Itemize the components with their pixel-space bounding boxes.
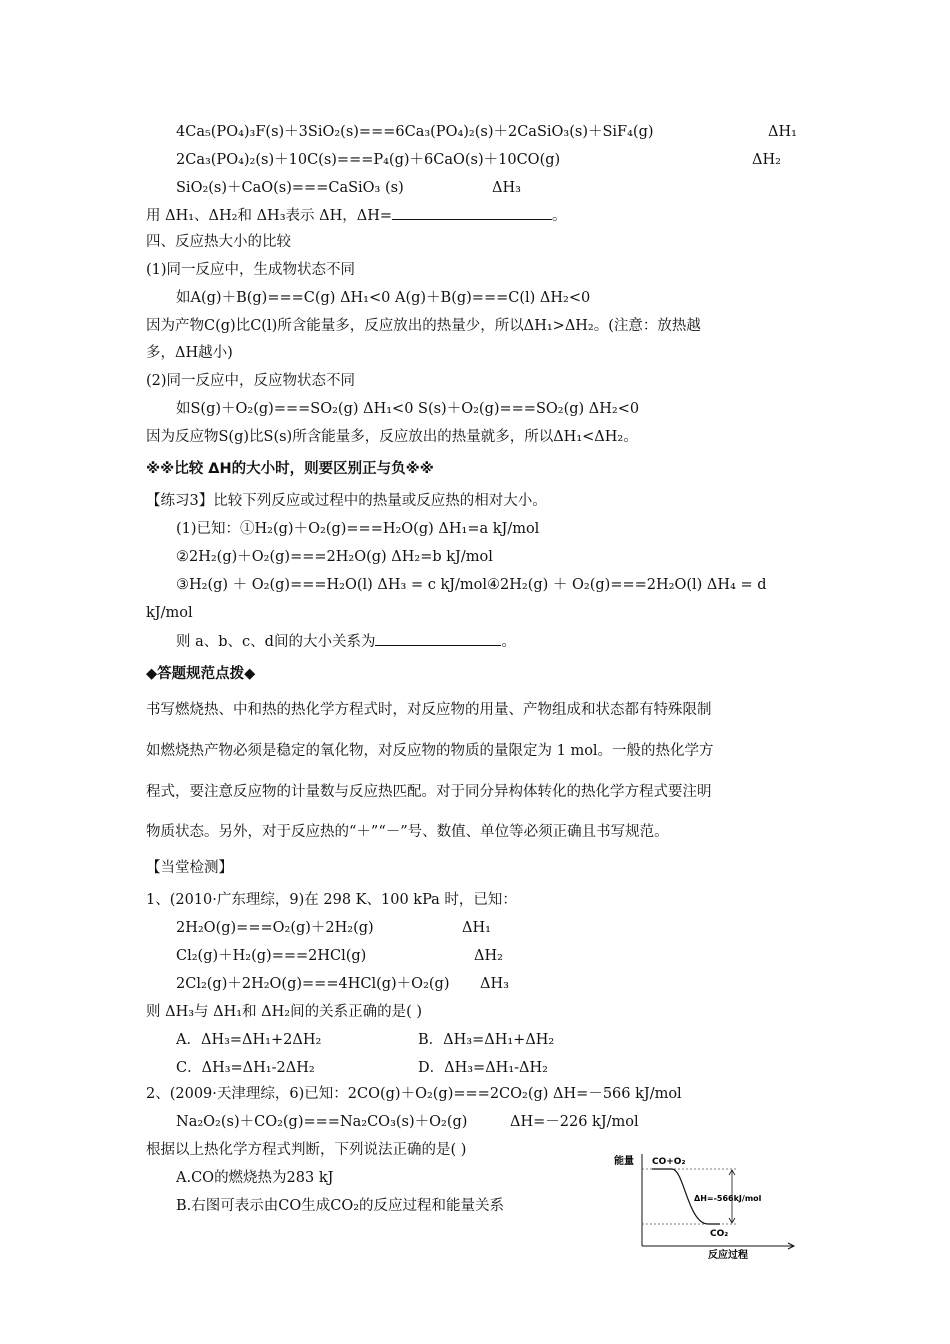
equation-1-dh: ΔH₁	[768, 124, 797, 140]
tips-title: ◆答题规范点拨◆	[146, 666, 256, 682]
question-1-eq-3-dh: ΔH₃	[480, 976, 509, 992]
express-text: 用 ΔH₁、ΔH₂和 ΔH₃表示 ΔH，ΔH=	[146, 208, 392, 224]
question-1-eq-2: Cl₂(g)＋H₂(g)===2HCl(g)	[176, 948, 367, 964]
question-2-stem: 根据以上热化学方程式判断，下列说法正确的是( )	[146, 1142, 467, 1158]
point-1-example: 如A(g)＋B(g)===C(g) ΔH₁<0 A(g)＋B(g)===C(l) ΔH₂<0	[176, 290, 591, 306]
exercise-3-line-1: (1)已知：①H₂(g)＋O₂(g)===H₂O(g) ΔH₁=a kJ/mol	[176, 521, 540, 537]
question-1: 1、(2010·广东理综，9)在 298 K、100 kPa 时，已知：	[146, 892, 517, 908]
answer-blank	[392, 205, 552, 220]
express-question	[146, 205, 567, 226]
point-2: (2)同一反应中，反应物状态不同	[146, 373, 356, 389]
top-level-label: CO+O₂	[652, 1157, 686, 1167]
exercise-3-line-2: ②2H₂(g)＋O₂(g)===2H₂O(g) ΔH₂=b kJ/mol	[176, 549, 493, 565]
question-1-option-d: D．ΔH₃=ΔH₁-ΔH₂	[418, 1060, 548, 1076]
exercise-3-line-4: kJ/mol	[146, 605, 193, 621]
point-1-explanation-cont: 多，ΔH越小)	[146, 345, 233, 361]
exercise-3-line-3: ③H₂(g) ＋ O₂(g)===H₂O(l) ΔH₃ = c kJ/mol④2H₂(g) ＋ O₂(g)===2H₂O(l) ΔH₄ = d	[176, 577, 767, 593]
question-2-eq-2-dh: ΔH=－226 kJ/mol	[510, 1114, 639, 1130]
question-2-eq-2: Na₂O₂(s)＋CO₂(g)===Na₂CO₃(s)＋O₂(g)	[176, 1114, 468, 1130]
exercise-3-question	[176, 631, 516, 652]
question-1-option-a: A．ΔH₃=ΔH₁+2ΔH₂	[176, 1032, 322, 1048]
express-end: 。	[552, 208, 567, 224]
answer-blank	[375, 631, 501, 646]
tips-line-2: 如燃烧热产物必须是稳定的氧化物，对反应物的物质的量限定为 1 mol。一般的热化学方	[146, 743, 714, 759]
question-1-eq-2-dh: ΔH₂	[474, 948, 503, 964]
question-1-option-b: B．ΔH₃=ΔH₁+ΔH₂	[418, 1032, 555, 1048]
x-axis-label: 反应过程	[708, 1250, 748, 1259]
y-axis-label: 能量	[614, 1156, 634, 1167]
exercise-3-question-end: 。	[501, 634, 516, 650]
section-heading: 四、反应热大小的比较	[146, 234, 291, 250]
question-1-eq-1-dh: ΔH₁	[462, 920, 491, 936]
question-2-option-a: A.CO的燃烧热为283 kJ	[176, 1170, 334, 1186]
point-1-explanation: 因为产物C(g)比C(l)所含能量多，反应放出的热量少，所以ΔH₁>ΔH₂。(注意：放热越	[146, 318, 701, 334]
check-title: 【当堂检测】	[146, 860, 233, 876]
tips-line-1: 书写燃烧热、中和热的热化学方程式时，对反应物的用量、产物组成和状态都有特殊限制	[146, 702, 712, 718]
point-2-explanation: 因为反应物S(g)比S(s)所含能量多，反应放出的热量就多，所以ΔH₁<ΔH₂。	[146, 429, 638, 445]
energy-diagram	[612, 1144, 802, 1259]
equation-3: SiO₂(s)＋CaO(s)===CaSiO₃ (s)	[176, 180, 404, 196]
warning-note: ※※比较 ΔH的大小时，则要区别正与负※※	[146, 461, 434, 477]
exercise-3-question-text: 则 a、b、c、d间的大小关系为	[176, 634, 376, 650]
equation-2-dh: ΔH₂	[752, 152, 781, 168]
tips-line-3: 程式，要注意反应物的计量数与反应热匹配。对于同分异构体转化的热化学方程式要注明	[146, 784, 712, 800]
point-1: (1)同一反应中，生成物状态不同	[146, 262, 356, 278]
question-1-eq-1: 2H₂O(g)===O₂(g)＋2H₂(g)	[176, 920, 374, 936]
equation-2: 2Ca₃(PO₄)₂(s)＋10C(s)===P₄(g)＋6CaO(s)＋10CO(g)	[176, 152, 561, 168]
dh-label: ΔH=-566kJ/mol	[694, 1194, 762, 1203]
equation-1: 4Ca₅(PO₄)₃F(s)＋3SiO₂(s)===6Ca₃(PO₄)₂(s)＋2CaSiO₃(s)＋SiF₄(g)	[176, 124, 654, 140]
bottom-level-label: CO₂	[710, 1229, 729, 1239]
question-1-option-c: C．ΔH₃=ΔH₁-2ΔH₂	[176, 1060, 315, 1076]
equation-3-dh: ΔH₃	[492, 180, 521, 196]
question-2-option-b: B.右图可表示由CO生成CO₂的反应过程和能量关系	[176, 1198, 505, 1214]
question-1-eq-3: 2Cl₂(g)＋2H₂O(g)===4HCl(g)＋O₂(g)	[176, 976, 450, 992]
question-1-stem: 则 ΔH₃与 ΔH₁和 ΔH₂间的关系正确的是( )	[146, 1004, 423, 1020]
tips-line-4: 物质状态。另外，对于反应热的“＋”“－”号、数值、单位等必须正确且书写规范。	[146, 824, 669, 840]
point-2-example: 如S(g)＋O₂(g)===SO₂(g) ΔH₁<0 S(s)＋O₂(g)===SO₂(g) ΔH₂<0	[176, 401, 640, 417]
question-2: 2、(2009·天津理综，6)已知：2CO(g)＋O₂(g)===2CO₂(g) ΔH=－566 kJ/mol	[146, 1086, 682, 1102]
exercise-3-title: 【练习3】比较下列反应或过程中的热量或反应热的相对大小。	[146, 493, 547, 509]
